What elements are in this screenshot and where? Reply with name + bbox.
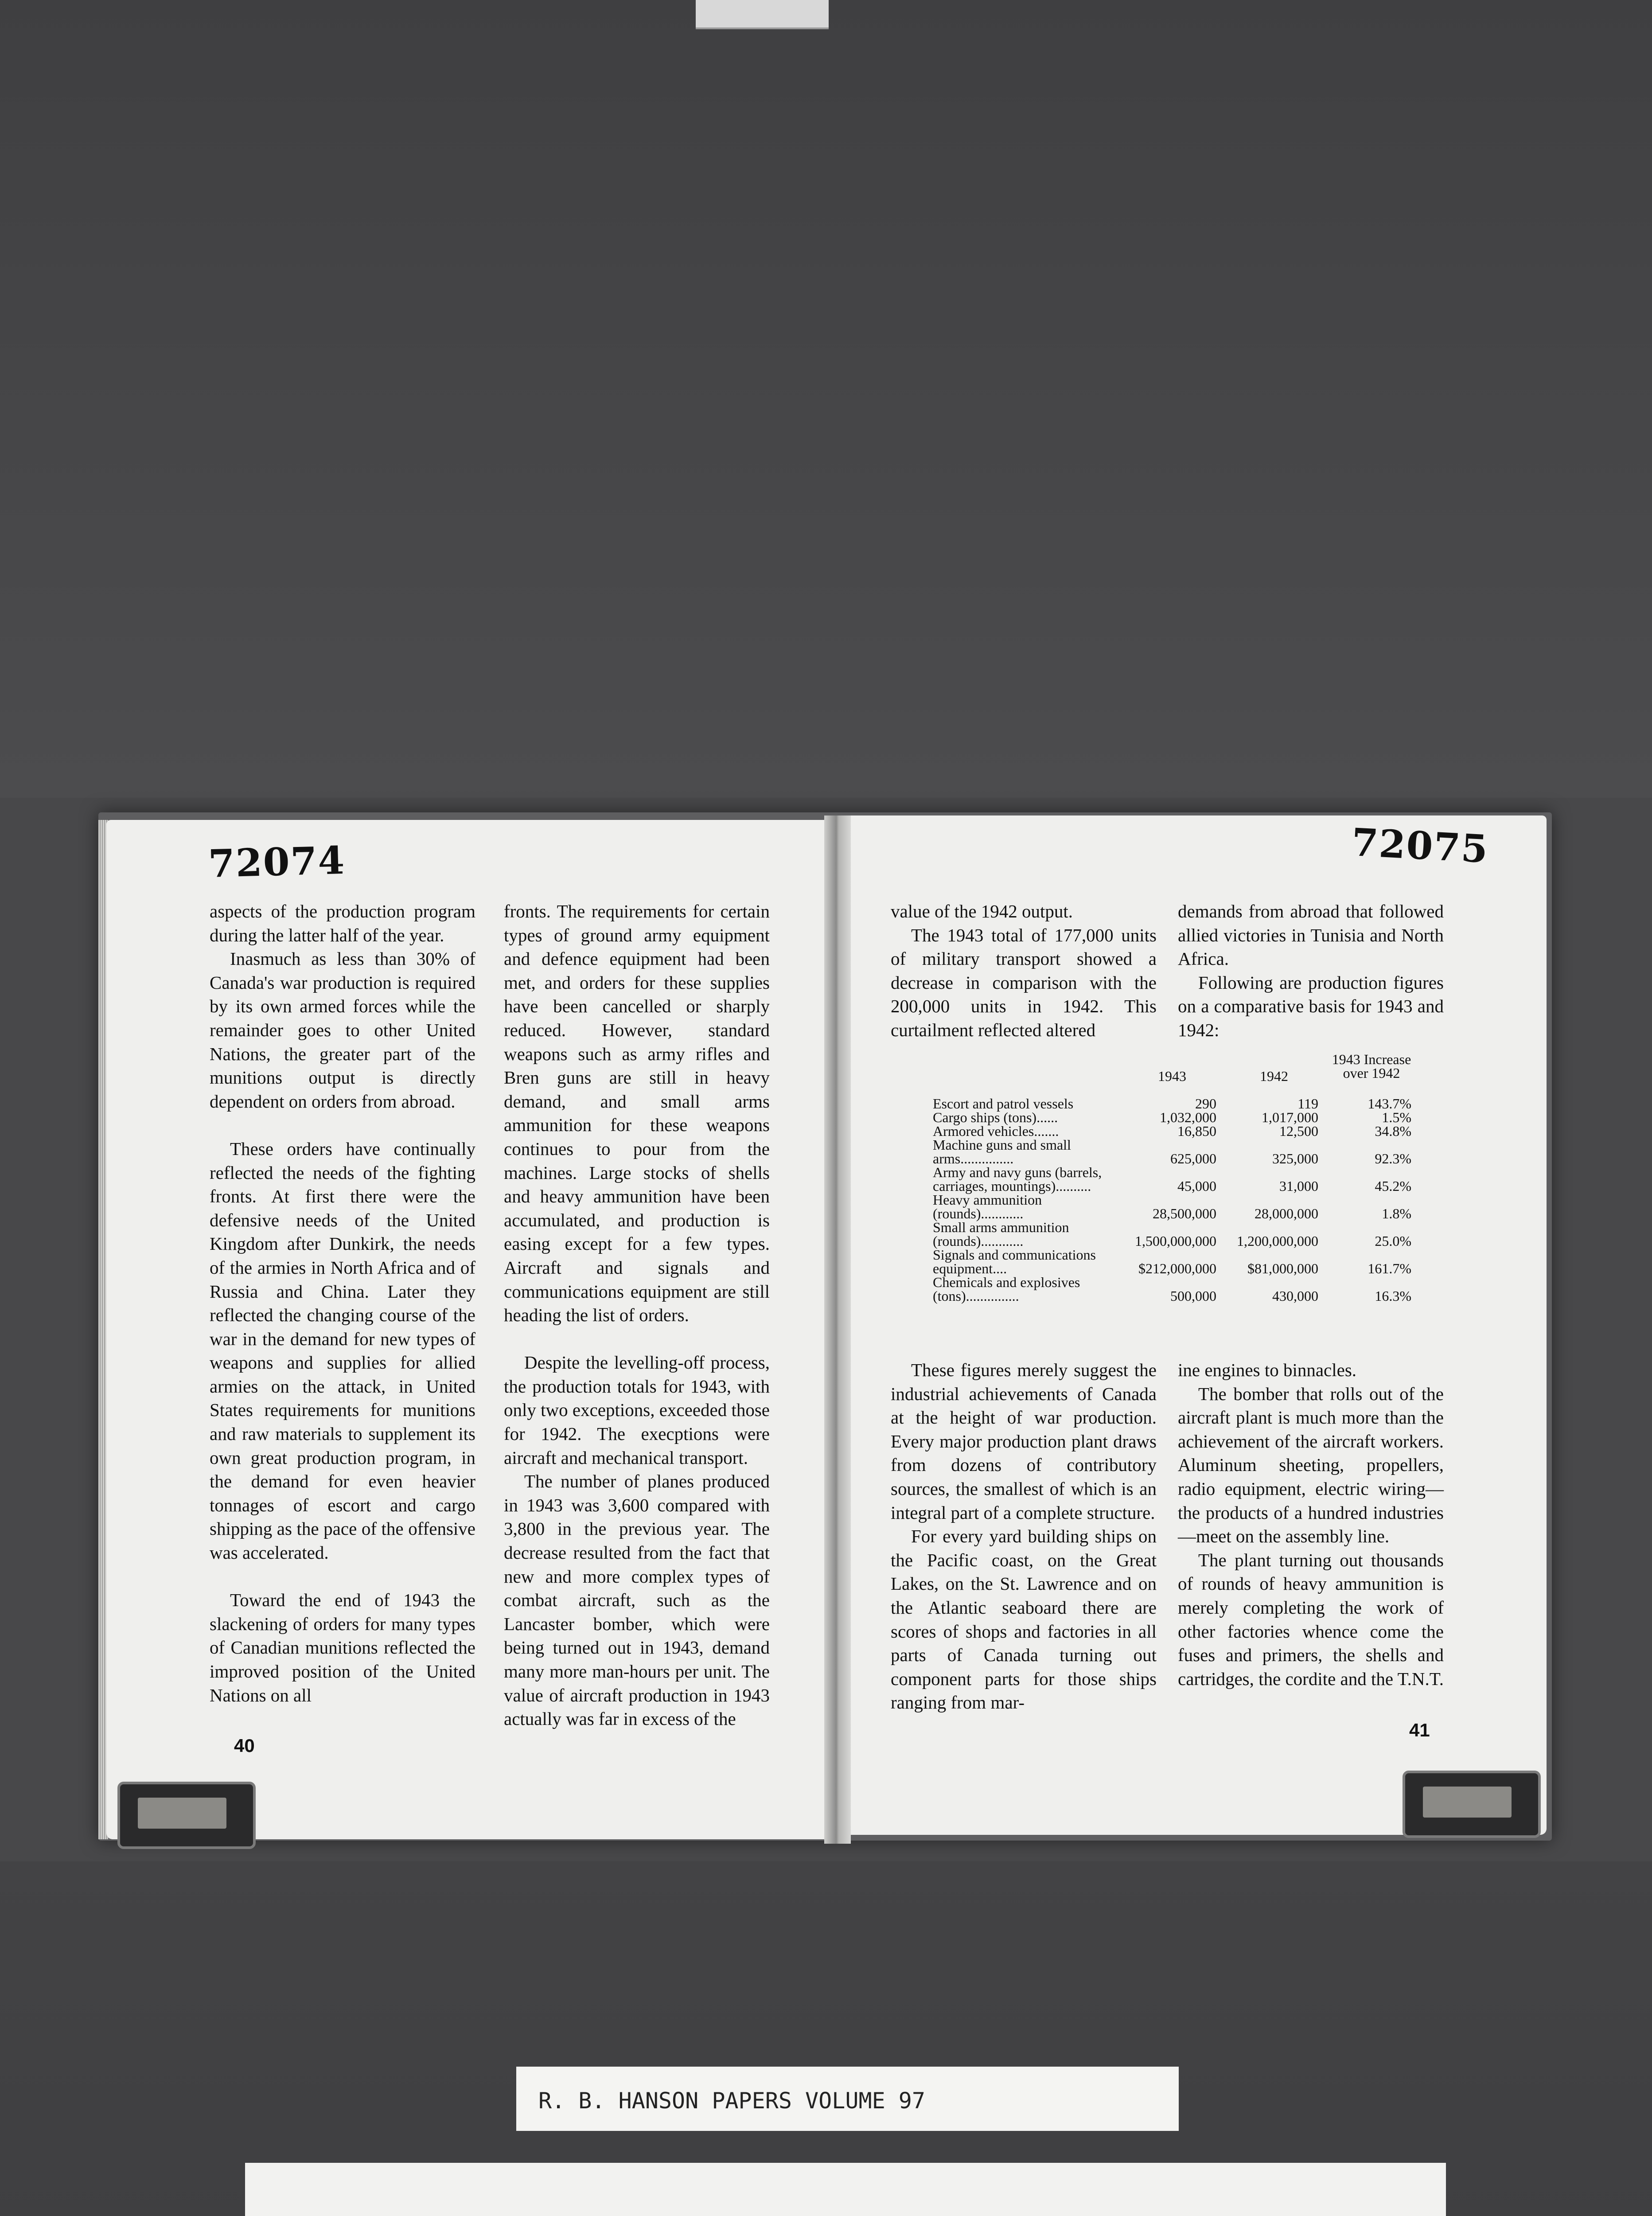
collection-label-text: R. B. HANSON PAPERS VOLUME 97 <box>538 2088 925 2114</box>
paragraph: The bomber that rolls out of the aircraft plant is much more than the achievement of the aircraft workers. Aluminum sheeting, propellers, radio equipment, electric wiring—the products of a hundred industries—meet on the assembly line. <box>1178 1383 1444 1547</box>
right-page-column-2-top <box>1178 900 1444 1042</box>
paragraph: Inasmuch as less than 30% of Canada's war production is required by its own armed forces while the remainder goes to other United Nations, the greater part of the munitions output is directly dependent on orders from abroad. <box>210 948 475 1112</box>
table-row <box>933 1276 1414 1303</box>
header-1942: 1942 <box>1260 1068 1288 1084</box>
cell-increase: 25.0% <box>1375 1233 1411 1249</box>
right-page-column-1-top <box>891 900 1157 1042</box>
cell-increase: 34.8% <box>1375 1123 1411 1139</box>
paragraph: aspects of the production program during the latter half of the year. <box>210 901 475 945</box>
cell-v1943: 1,500,000,000 <box>1135 1233 1216 1249</box>
right-page-column-1-bottom <box>891 1358 1157 1715</box>
cell-increase: 92.3% <box>1375 1151 1411 1167</box>
paragraph: Toward the end of 1943 the slackening of orders for many types of Canadian munitions reflected the improved position of the United Nations on all <box>210 1590 475 1705</box>
binder-clip-right <box>1403 1771 1541 1838</box>
table-row <box>933 1193 1414 1221</box>
row-label: Small arms ammunition (rounds)............ <box>933 1219 1069 1249</box>
paragraph: value of the 1942 output. <box>891 901 1073 921</box>
cell-v1942: 1,200,000,000 <box>1237 1233 1318 1249</box>
film-background-top <box>0 0 1652 798</box>
table-row <box>933 1138 1414 1166</box>
row-label: Cargo ships (tons)...... <box>933 1109 1058 1125</box>
row-label: Chemicals and explosives (tons)............... <box>933 1274 1080 1304</box>
collection-label <box>516 2067 1179 2131</box>
right-page-stamp: 72075 <box>1350 819 1490 872</box>
row-label: Signals and communications equipment.... <box>933 1247 1096 1276</box>
book-gutter <box>824 815 851 1844</box>
film-tab <box>696 0 829 29</box>
cell-v1943: 625,000 <box>1170 1151 1216 1167</box>
row-label: Heavy ammunition (rounds)............ <box>933 1192 1042 1221</box>
cell-v1942: $81,000,000 <box>1247 1260 1318 1276</box>
cell-v1942: 12,500 <box>1279 1123 1318 1139</box>
cell-increase: 45.2% <box>1375 1178 1411 1194</box>
table-row <box>933 1166 1414 1193</box>
paragraph: ine engines to binnacles. <box>1178 1360 1357 1380</box>
table-row <box>933 1124 1414 1138</box>
left-page-stamp: 72074 <box>207 838 346 887</box>
row-label: Armored vehicles....... <box>933 1123 1059 1139</box>
cell-v1942: 31,000 <box>1279 1178 1318 1194</box>
cell-v1943: 290 <box>1195 1096 1216 1112</box>
cell-v1942: 1,017,000 <box>1262 1109 1318 1125</box>
archive-card <box>245 2163 1446 2216</box>
left-page-column-2 <box>504 900 770 1731</box>
paragraph: The number of planes produced in 1943 was 3,600 compared with 3,800 in the previous year. The decrease resulted from the fact that new and more complex types of combat aircraft, such as the Lancaster bomber, which were being turned out in 1943, demand many more man-hours per unit. The value of aircraft production in 1943 actually was far in excess of the <box>504 1471 770 1729</box>
right-page-column-2-bottom <box>1178 1358 1444 1691</box>
header-1943: 1943 <box>1158 1068 1186 1084</box>
cell-v1943: 1,032,000 <box>1160 1109 1216 1125</box>
paragraph: The 1943 total of 177,000 units of military transport showed a decrease in comparison with the 200,000 units in 1942. This curtailment reflected altered <box>891 925 1157 1040</box>
cell-v1943: 16,850 <box>1177 1123 1216 1139</box>
paragraph: These orders have continually reflected the needs of the fighting fronts. At first there were the defensive needs of the United Kingdom after Dunkirk, the needs of the armies in North Africa and of Russia and China. Later they reflected the changing course of the war in the demand for new types of weapons and supplies for allied armies on the attack, in United States requirements for munitions and raw materials to supplement its own great production program, in the demand for even heavier tonnages of escort and cargo shipping as the pace of the offensive was accelerated. <box>210 1138 475 1563</box>
cell-v1943: 500,000 <box>1170 1288 1216 1304</box>
cell-increase: 1.8% <box>1382 1206 1411 1221</box>
table-row <box>933 1248 1414 1276</box>
cell-v1943: 45,000 <box>1177 1178 1216 1194</box>
table-header <box>933 1048 1414 1097</box>
paragraph: The plant turning out thousands of rounds of heavy ammunition is merely completing the work of other factories whence come the fuses and primers, the shells and cartridges, the cordite and the T.N.T. <box>1178 1549 1444 1689</box>
production-table <box>933 1048 1414 1303</box>
cell-v1942: 28,000,000 <box>1255 1206 1318 1221</box>
paragraph: These figures merely suggest the industrial achievements of Canada at the height of war production. Every major production plant draws from dozens of contributory sources, the smallest of which is an integral part of a complete structure. <box>891 1360 1157 1523</box>
row-label: Machine guns and small arms............... <box>933 1137 1071 1167</box>
cell-v1942: 325,000 <box>1272 1151 1318 1167</box>
paragraph: Following are production figures on a comparative basis for 1943 and 1942: <box>1178 972 1444 1040</box>
row-label: Army and navy guns (barrels, carriages, mountings).......... <box>933 1164 1102 1194</box>
table-row <box>933 1097 1414 1111</box>
right-page-number: 41 <box>1409 1720 1430 1740</box>
paragraph: Despite the levelling-off process, the production totals for 1943, with only two exceptions, exceeded those for 1942. The execptions were aircraft and mechanical transport. <box>504 1352 770 1468</box>
cell-increase: 16.3% <box>1375 1288 1411 1304</box>
paragraph: demands from abroad that followed allied victories in Tunisia and North Africa. <box>1178 901 1444 969</box>
cell-v1943: $212,000,000 <box>1138 1260 1216 1276</box>
cell-increase: 1.5% <box>1382 1109 1411 1125</box>
left-page-column-1 <box>210 900 475 1707</box>
paragraph: fronts. The requirements for certain types of ground army equipment and defence equipment had been met, and orders for these supplies have been cancelled or sharply reduced. However, standard weapons such as army rifles and Bren guns are still in heavy demand, and small arms ammunition for these weapons continues to pour from the machines. Large stocks of shells and heavy ammunition have been accumulated, and production is easing except for a few types. Aircraft and signals and communications equipment are still heading the list of orders. <box>504 901 770 1326</box>
paragraph: For every yard building ships on the Pacific coast, on the Great Lakes, on the St. Lawrence and on the Atlantic seaboard there are scores of shops and factories in all parts of Canada turning out component parts for those ships ranging from mar- <box>891 1526 1157 1713</box>
table-row <box>933 1111 1414 1124</box>
table-row <box>933 1221 1414 1248</box>
binder-clip-left <box>117 1782 256 1849</box>
row-label: Escort and patrol vessels <box>933 1096 1074 1112</box>
cell-v1942: 430,000 <box>1272 1288 1318 1304</box>
header-increase: 1943 Increase over 1942 <box>1332 1051 1411 1081</box>
cell-v1943: 28,500,000 <box>1153 1206 1216 1221</box>
cell-increase: 161.7% <box>1368 1260 1411 1276</box>
cell-v1942: 119 <box>1297 1096 1318 1112</box>
left-page-number: 40 <box>234 1735 255 1756</box>
table-body <box>933 1097 1414 1303</box>
cell-increase: 143.7% <box>1368 1096 1411 1112</box>
